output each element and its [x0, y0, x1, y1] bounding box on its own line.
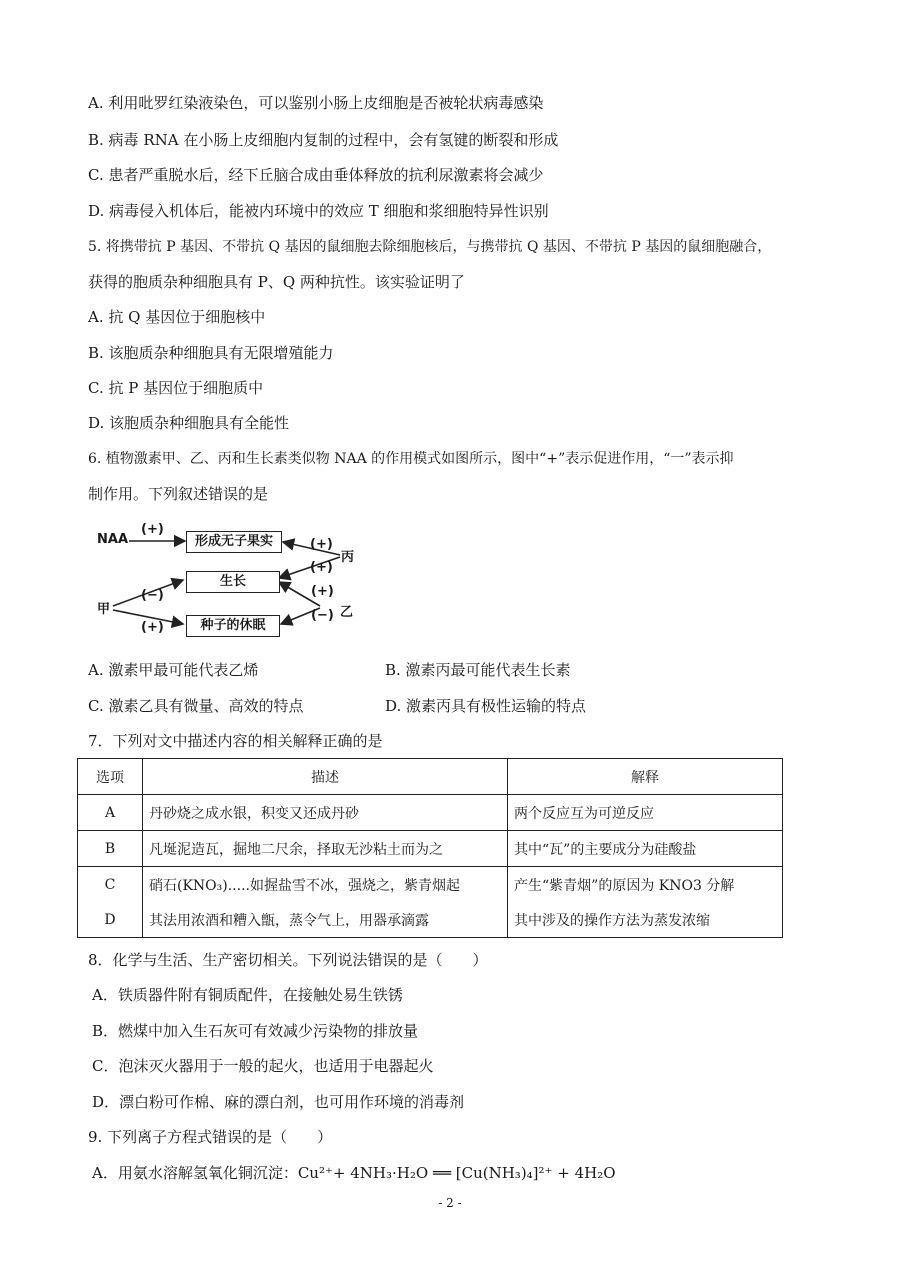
q4-option-c: C. 患者严重脱水后，经下丘脑合成由垂体释放的抗利尿激素将会减少 — [88, 166, 544, 184]
q8-option-a: A．铁质器件附有铜质配件，在接触处易生铁锈 — [92, 986, 403, 1004]
row-b-option: B — [78, 831, 143, 867]
q6-option-c: C. 激素乙具有微量、高效的特点 — [88, 697, 304, 715]
q6-option-d: D. 激素丙具有极性运输的特点 — [385, 697, 587, 715]
q6-stem-line2: 制作用。下列叙述错误的是 — [88, 485, 269, 503]
table-row — [78, 795, 783, 831]
q8-option-c: C．泡沫灭火器用于一般的起火，也适用于电器起火 — [92, 1057, 434, 1075]
table-row — [78, 831, 783, 867]
sign-jia-plus: (+) — [141, 620, 164, 635]
box-seed-dormancy: 种子的休眠 — [186, 615, 280, 637]
q7-stem: 7．下列对文中描述内容的相关解释正确的是 — [88, 732, 383, 750]
row-d-option: D — [78, 902, 143, 938]
table-row — [78, 867, 783, 903]
q4-option-d: D. 病毒侵入机体后，能被内环境中的效应 T 细胞和浆细胞特异性识别 — [88, 202, 549, 220]
label-naa: NAA — [97, 532, 129, 547]
sign-bing-plus-2: (+) — [310, 560, 333, 575]
sign-naa-plus: (+) — [141, 522, 164, 537]
label-jia: 甲 — [97, 602, 111, 617]
box-seedless-fruit: 形成无子果实 — [186, 531, 282, 553]
label-bing: 丙 — [341, 550, 355, 565]
q5-stem-line2: 获得的胞质杂种细胞具有 P、Q 两种抗性。该实验证明了 — [88, 273, 465, 291]
row-c-description: 硝石(KNO₃).....如握盐雪不冰，强烧之，紫青烟起 — [143, 867, 508, 903]
q9-stem: 9. 下列离子方程式错误的是（ ） — [88, 1128, 333, 1146]
sign-yi-minus: (−) — [311, 608, 334, 623]
q8-option-d: D．漂白粉可作棉、麻的漂白剂，也可用作环境的消毒剂 — [92, 1093, 465, 1111]
sign-yi-plus: (+) — [311, 584, 334, 599]
q5-option-b: B. 该胞质杂种细胞具有无限增殖能力 — [88, 344, 334, 362]
q7-table — [77, 758, 783, 938]
table-row — [78, 902, 783, 938]
sign-jia-minus: (−) — [141, 588, 164, 603]
row-d-explanation: 其中涉及的操作方法为蒸发浓缩 — [508, 902, 783, 938]
row-b-description: 凡埏泥造瓦，掘地二尺余，择取无沙粘土而为之 — [143, 831, 508, 867]
q9-option-a: A．用氨水溶解氢氧化铜沉淀：Cu²⁺+ 4NH₃·H₂O ══ [Cu(NH₃)₄]²⁺ + 4H₂O — [92, 1164, 616, 1182]
hormone-diagram — [95, 520, 365, 645]
row-c-explanation: 产生“紫青烟”的原因为 KNO3 分解 — [508, 867, 783, 903]
q5-option-d: D. 该胞质杂种细胞具有全能性 — [88, 414, 290, 432]
row-a-option: A — [78, 795, 143, 831]
q4-option-a: A. 利用吡罗红染液染色，可以鉴别小肠上皮细胞是否被轮状病毒感染 — [88, 94, 544, 112]
q8-stem: 8．化学与生活、生产密切相关。下列说法错误的是（ ） — [88, 951, 488, 969]
sign-bing-plus-1: (+) — [310, 537, 333, 552]
q5-stem-line1: 5. 将携带抗 P 基因、不带抗 Q 基因的鼠细胞去除细胞核后，与携带抗 Q 基因、不带抗 P 基因的鼠细胞融合， — [88, 239, 772, 255]
q6-stem-line1: 6. 植物激素甲、乙、丙和生长素类似物 NAA 的作用模式如图所示，图中“+”表示促进作用，“一”表示抑 — [88, 451, 734, 467]
header-description: 描述 — [143, 759, 508, 795]
row-d-description: 其法用浓酒和糟入甑，蒸令气上，用器承滴露 — [143, 902, 508, 938]
row-b-explanation: 其中“瓦”的主要成分为硅酸盐 — [508, 831, 783, 867]
q5-option-c: C. 抗 P 基因位于细胞质中 — [88, 379, 264, 397]
q8-option-b: B．燃煤中加入生石灰可有效减少污染物的排放量 — [92, 1022, 419, 1040]
q5-option-a: A. 抗 Q 基因位于细胞核中 — [88, 308, 266, 326]
row-c-option: C — [78, 867, 143, 903]
row-a-explanation: 两个反应互为可逆反应 — [508, 795, 783, 831]
box-growth: 生长 — [186, 571, 280, 593]
header-option: 选项 — [78, 759, 143, 795]
row-a-description: 丹砂烧之成水银，积变又还成丹砂 — [143, 795, 508, 831]
header-explanation: 解释 — [508, 759, 783, 795]
label-yi: 乙 — [340, 605, 354, 620]
q4-option-b: B. 病毒 RNA 在小肠上皮细胞内复制的过程中，会有氢键的断裂和形成 — [88, 131, 559, 149]
page-number: - 2 - — [438, 1196, 462, 1210]
table-header-row — [78, 759, 783, 795]
q6-option-a: A. 激素甲最可能代表乙烯 — [88, 661, 259, 679]
q6-option-b: B. 激素丙最可能代表生长素 — [385, 661, 571, 679]
